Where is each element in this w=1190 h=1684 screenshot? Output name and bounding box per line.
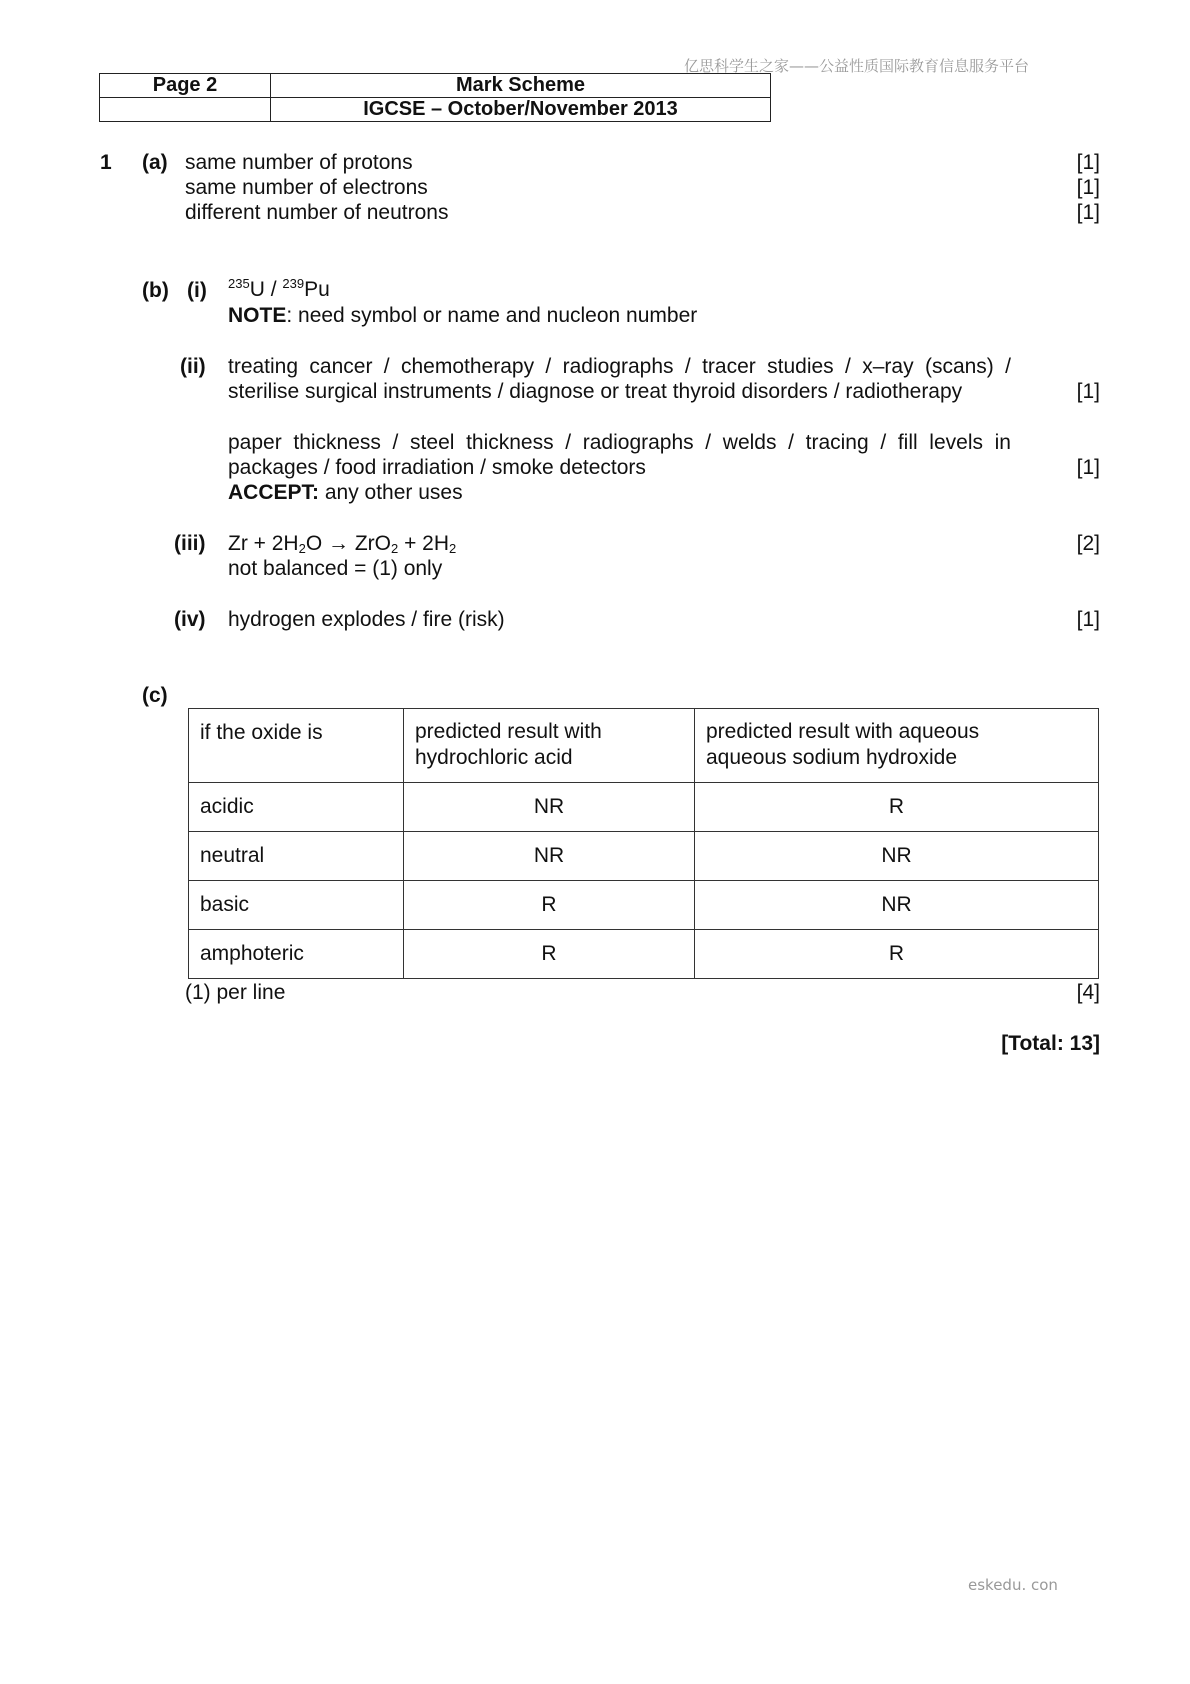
part-c-mark: [4] bbox=[1076, 981, 1100, 1004]
part-c-footnote: (1) per line bbox=[185, 981, 286, 1004]
equation-note: not balanced = (1) only bbox=[228, 557, 443, 580]
isotope-answer bbox=[228, 276, 330, 302]
part-b-iii-label: (iii) bbox=[174, 532, 206, 555]
arrow-icon: → bbox=[328, 532, 350, 555]
eq-subscript: 2 bbox=[298, 541, 306, 556]
table-header-row bbox=[189, 709, 1099, 783]
part-a-line: same number of protons bbox=[185, 151, 413, 174]
header-text: predicted result with aqueous bbox=[706, 720, 980, 743]
table-row bbox=[189, 881, 1099, 930]
table-header-cell bbox=[404, 709, 695, 783]
part-b-label: (b) bbox=[142, 279, 169, 302]
note-label: NOTE bbox=[228, 304, 287, 327]
oxide-table bbox=[188, 708, 1099, 979]
symbol-1: U bbox=[249, 278, 265, 301]
header-text: predicted result with bbox=[415, 720, 602, 743]
header-title: Mark Scheme bbox=[271, 74, 771, 98]
part-a-mark: [1] bbox=[1076, 176, 1100, 199]
eq-part: + 2H bbox=[398, 532, 450, 555]
table-row bbox=[189, 783, 1099, 832]
naoh-result: NR bbox=[695, 881, 1099, 930]
naoh-result: R bbox=[695, 783, 1099, 832]
hcl-result: NR bbox=[404, 783, 695, 832]
part-a-mark: [1] bbox=[1076, 151, 1100, 174]
eq-part: ZrO bbox=[349, 532, 392, 555]
header-text: hydrochloric acid bbox=[415, 746, 573, 769]
use2-mark: [1] bbox=[1076, 456, 1100, 479]
symbol-2: Pu bbox=[304, 278, 330, 301]
use1-line2: sterilise surgical instruments / diagnose or treat thyroid disorders / radiotherapy bbox=[228, 380, 963, 403]
table-header-cell bbox=[695, 709, 1099, 783]
eq-subscript: 2 bbox=[391, 541, 399, 556]
accept-label: ACCEPT: bbox=[228, 481, 320, 504]
part-b-i-label: (i) bbox=[187, 279, 207, 302]
accept-text: any other uses bbox=[319, 481, 463, 504]
table-header-cell bbox=[189, 709, 404, 783]
header-empty-cell bbox=[100, 98, 271, 122]
header-page: Page 2 bbox=[100, 74, 271, 98]
part-b-iv-mark: [1] bbox=[1076, 608, 1100, 631]
eq-part: Zr + 2H bbox=[228, 532, 299, 555]
header-text: if the oxide is bbox=[200, 721, 323, 744]
part-b-ii-label: (ii) bbox=[180, 355, 206, 378]
naoh-result: NR bbox=[695, 832, 1099, 881]
header-subtitle: IGCSE – October/November 2013 bbox=[271, 98, 771, 122]
hcl-result: R bbox=[404, 930, 695, 979]
use2-line1: paper thickness / steel thickness / radiographs / welds / tracing / fill levels in bbox=[228, 431, 1011, 454]
part-a-mark: [1] bbox=[1076, 201, 1100, 224]
part-b-iv-text: hydrogen explodes / fire (risk) bbox=[228, 608, 505, 631]
watermark-bottom: eskedu. con bbox=[968, 1576, 1058, 1594]
watermark-top: 亿思科学生之家——公益性质国际教育信息服务平台 bbox=[684, 57, 1030, 75]
part-c-label: (c) bbox=[142, 684, 168, 707]
header-text: aqueous sodium hydroxide bbox=[706, 746, 957, 769]
oxide-type: amphoteric bbox=[189, 930, 404, 979]
question-number: 1 bbox=[100, 151, 112, 174]
equation bbox=[228, 532, 456, 556]
use2-line2: packages / food irradiation / smoke detectors bbox=[228, 456, 646, 479]
accept-line bbox=[228, 481, 463, 505]
note-line bbox=[228, 304, 697, 328]
equation-mark: [2] bbox=[1076, 532, 1100, 555]
note-text: : need symbol or name and nucleon number bbox=[286, 304, 698, 327]
header-table bbox=[99, 73, 771, 122]
part-b-iv-label: (iv) bbox=[174, 608, 206, 631]
use1-line1: treating cancer / chemotherapy / radiographs / tracer studies / x–ray (scans) / bbox=[228, 355, 1011, 378]
naoh-result: R bbox=[695, 930, 1099, 979]
table-row bbox=[189, 832, 1099, 881]
separator: / bbox=[264, 278, 283, 301]
total-mark: [Total: 13] bbox=[1001, 1032, 1100, 1055]
hcl-result: NR bbox=[404, 832, 695, 881]
part-a-line: same number of electrons bbox=[185, 176, 428, 199]
part-a-line: different number of neutrons bbox=[185, 201, 449, 224]
oxide-type: neutral bbox=[189, 832, 404, 881]
oxide-type: basic bbox=[189, 881, 404, 930]
eq-subscript: 2 bbox=[449, 541, 457, 556]
use1-mark: [1] bbox=[1076, 380, 1100, 403]
table-row bbox=[189, 930, 1099, 979]
hcl-result: R bbox=[404, 881, 695, 930]
part-a-label: (a) bbox=[142, 151, 168, 174]
oxide-type: acidic bbox=[189, 783, 404, 832]
eq-part: O bbox=[305, 532, 329, 555]
mass-number-2: 239 bbox=[282, 276, 305, 291]
mass-number-1: 235 bbox=[228, 276, 250, 291]
